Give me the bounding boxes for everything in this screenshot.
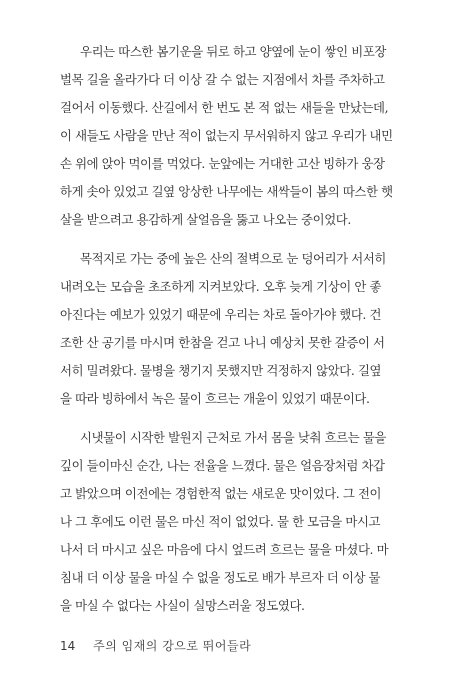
text-line: 목적지로 가는 중에 높은 산의 절벽으로 눈 덩어리가 서서히 (80, 251, 386, 266)
page-footer (60, 636, 251, 656)
paragraph-2 (60, 245, 410, 413)
text-line: 을 마실 수 없다는 사실이 실망스러울 정도였다. (60, 598, 305, 613)
text-line: 아진다는 예보가 있었기 때문에 우리는 차로 돌아가야 했다. 건 (60, 307, 382, 322)
paragraph-gap (60, 413, 410, 424)
text-line: 깊이 들이마신 순간, 나는 전율을 느꼈다. 물은 얼음장처럼 차갑 (60, 458, 385, 473)
text-line: 손 위에 앉아 먹이를 먹었다. 눈앞에는 거대한 고산 빙하가 웅장 (60, 156, 385, 171)
text-line: 시냇물이 시작한 발원지 근처로 가서 몸을 낮춰 흐르는 물을 (80, 430, 386, 445)
paragraph-3 (60, 424, 410, 620)
running-title: 주의 임재의 강으로 뛰어들라 (93, 639, 252, 653)
text-line: 나서 더 마시고 싶은 마음에 다시 엎드려 흐르는 물을 마셨다. 마 (60, 542, 389, 557)
text-line: 내려오는 모습을 초조하게 지켜보았다. 오후 늦게 기상이 안 좋 (60, 279, 382, 294)
body-text (60, 38, 410, 620)
text-line: 우리는 따스한 봄기운을 뒤로 하고 양옆에 눈이 쌓인 비포장 (80, 44, 386, 59)
text-line: 벌목 길을 올라가다 더 이상 갈 수 없는 지점에서 차를 주차하고 (60, 72, 385, 87)
text-line: 이 새들도 사람을 만난 적이 없는지 무서워하지 않고 우리가 내민 (60, 128, 393, 143)
text-line: 나 그 후에도 이런 물은 마신 적이 없었다. 물 한 모금을 마시고 (60, 514, 381, 529)
text-line: 침내 더 이상 물을 마실 수 없을 정도로 배가 부르자 더 이상 물 (60, 570, 381, 585)
text-line: 하게 솟아 있었고 길옆 앙상한 나무에는 새싹들이 봄의 따스한 햇 (60, 184, 393, 199)
page-number: 14 (60, 639, 76, 653)
paragraph-gap (60, 234, 410, 245)
text-line: 조한 산 공기를 마시며 한참을 걷고 나니 예상치 못한 갈증이 서 (60, 335, 385, 350)
text-line: 고 밝았으며 이전에는 경험한적 없는 새로운 맛이었다. 그 전이 (60, 486, 382, 501)
text-line: 걸어서 이동했다. 산길에서 한 번도 본 적 없는 새들을 만났는데, (60, 100, 389, 115)
text-line: 살을 받으려고 용감하게 살얼음을 뚫고 나오는 중이었다. (60, 212, 351, 227)
text-line: 서히 밀려왔다. 물병을 챙기지 못했지만 걱정하지 않았다. 길옆 (60, 363, 382, 378)
paragraph-1 (60, 38, 410, 234)
text-line: 을 따라 빙하에서 녹은 물이 흐르는 개울이 있었기 때문이다. (60, 391, 370, 406)
